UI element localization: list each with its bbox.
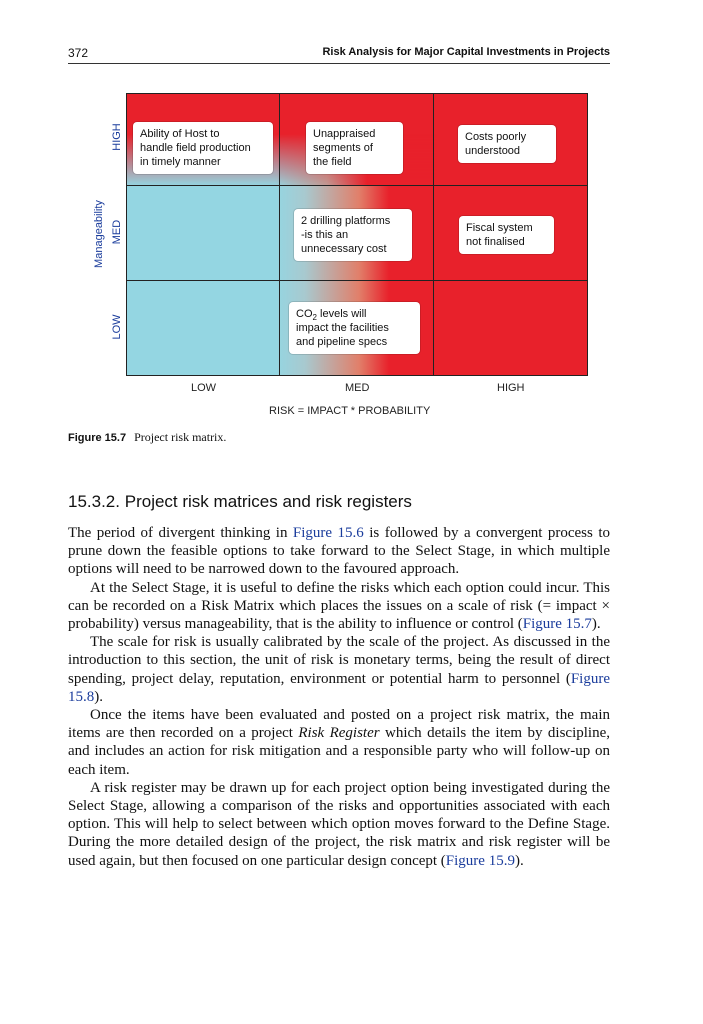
grid-line-vertical	[279, 94, 280, 375]
figure-link[interactable]: Figure 15.8	[68, 670, 610, 705]
y-axis-title: Manageability	[93, 200, 105, 268]
figure-number: Figure 15.7	[68, 432, 127, 444]
risk-item-unappraised-segments: Unappraised segments of the field	[306, 122, 403, 174]
risk-item-host-capacity: Ability of Host to handle field production in timely manner	[133, 122, 273, 174]
x-tick-high: HIGH	[497, 382, 525, 394]
x-tick-med: MED	[345, 382, 370, 394]
x-axis-title: RISK = IMPACT * PROBABILITY	[269, 405, 431, 417]
paragraph: At the Select Stage, it is useful to define the risks which each option could incur. This can be recorded on a Risk Matrix which places the issues on a scale of risk (= impact × probability) versus manageability, that is the ability to influence or control (Figure 15.7).	[68, 579, 610, 633]
figure-caption	[68, 430, 226, 445]
running-header-title: Risk Analysis for Major Capital Investments in Projects	[322, 46, 610, 58]
figure-caption-text: Project risk matrix.	[134, 430, 227, 444]
risk-item-costs: Costs poorly understood	[458, 125, 556, 163]
risk-matrix	[126, 93, 588, 376]
section-heading	[68, 492, 412, 512]
section-number: 15.3.2.	[68, 492, 120, 511]
body-text	[68, 524, 610, 870]
page-number: 372	[68, 46, 89, 60]
paragraph: The scale for risk is usually calibrated by the scale of the project. As discussed in the introduction to this section, the unit of risk is monetary terms, being the result of direct spending, project delay, reputation, environment or potential harm to personnel (Figure 15.8).	[68, 634, 610, 705]
grid-line-horizontal	[127, 280, 587, 281]
y-tick-low: LOW	[111, 314, 123, 340]
section-title: Project risk matrices and risk registers	[124, 492, 412, 511]
risk-item-fiscal-system: Fiscal system not finalised	[459, 216, 554, 254]
figure-link[interactable]: Figure 15.6	[292, 525, 364, 541]
risk-item-co2-levels: $CO_2$ levels will impact the facilities and pipeline specs	[289, 302, 420, 354]
paragraph: Once the items have been evaluated and posted on a project risk matrix, the main items are then recorded on a project Risk Register which details the item by discipline, and includes an action for risk mitigation and a responsible party who will follow-up on each item.	[68, 707, 610, 778]
risk-item-drilling-platforms: 2 drilling platforms -is this an unnecessary cost	[294, 209, 412, 261]
grid-line-vertical	[433, 94, 434, 375]
figure-link[interactable]: Figure 15.9	[445, 852, 515, 869]
grid-line-horizontal	[127, 185, 587, 186]
x-tick-low: LOW	[191, 382, 217, 394]
figure-link[interactable]: Figure 15.7	[522, 616, 592, 633]
y-tick-med: MED	[111, 219, 123, 245]
paragraph: A risk register may be drawn up for each project option being investigated during the Select Stage, allowing a comparison of the risks and opportunities associated with each option. This will help to select between which option moves forward to the Define Stage. During the more detailed design of the project, the risk matrix and risk register will be used again, but then focused on one particular design concept (Figure 15.9).	[68, 779, 610, 869]
paragraph: The period of divergent thinking in Figure 15.6 is followed by a convergent process to prune down the feasible options to take forward to the Select Stage, in which multiple options will need to be narrowed down to the favoured approach.	[68, 525, 610, 578]
y-tick-high: HIGH	[111, 123, 123, 151]
header-rule	[68, 63, 610, 64]
